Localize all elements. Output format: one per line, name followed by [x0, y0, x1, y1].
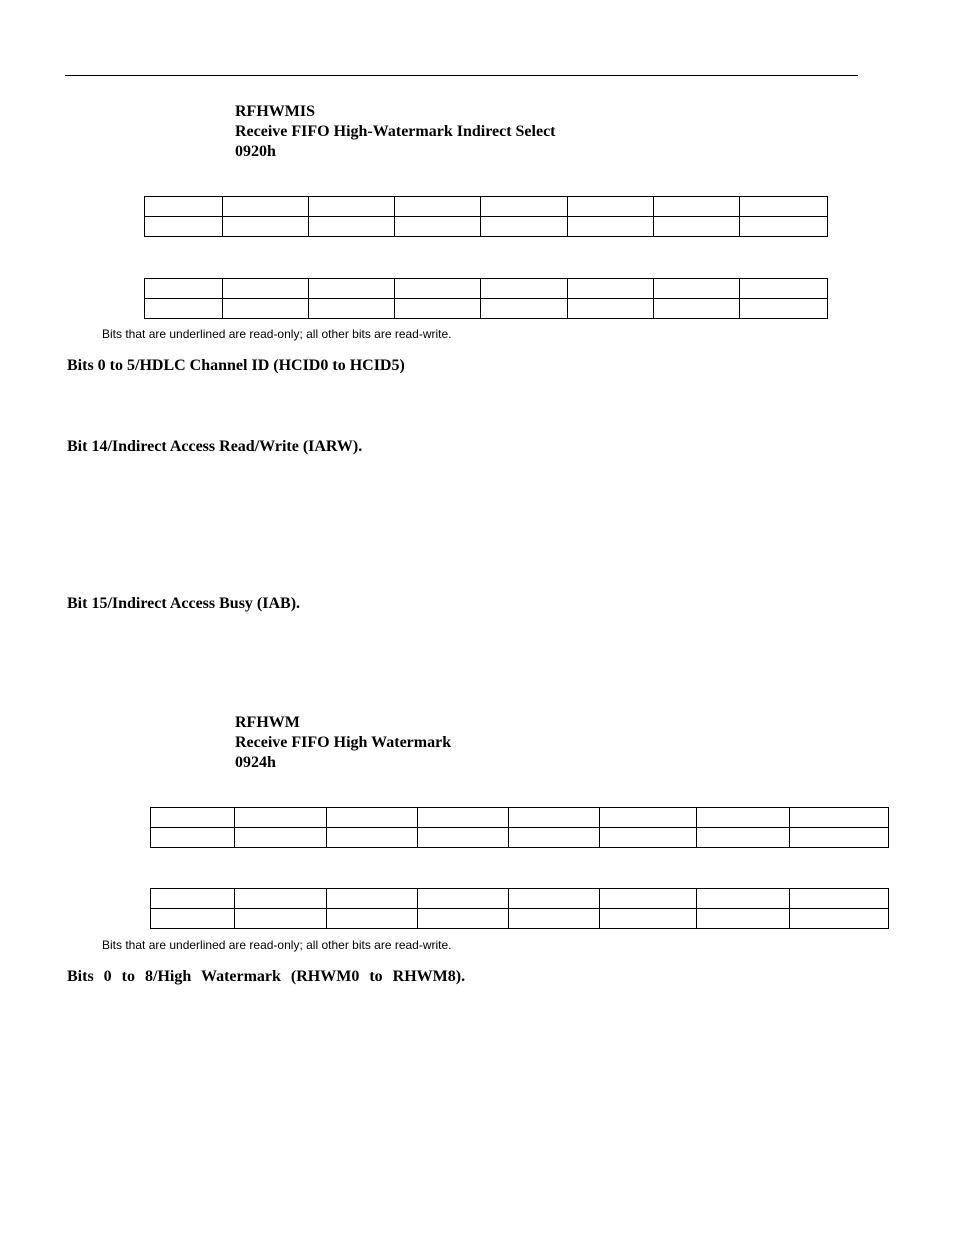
table-row	[145, 299, 828, 319]
register-description: Receive FIFO High Watermark	[235, 734, 452, 751]
table-row	[145, 217, 828, 237]
field-hcid: Bits 0 to 5/HDLC Channel ID (HCID0 to HCID5)	[67, 357, 405, 374]
bit-table-upper	[144, 196, 828, 237]
table-row	[145, 279, 828, 299]
field-iab: Bit 15/Indirect Access Busy (IAB).	[67, 595, 301, 612]
register-address: 0924h	[235, 754, 276, 771]
table-row	[151, 889, 889, 909]
register-header-rfhwm	[235, 713, 451, 773]
table-row	[151, 808, 889, 828]
bit-table-lower	[150, 888, 889, 929]
register-header-rfhwmis	[235, 102, 556, 162]
register-description: Receive FIFO High-Watermark Indirect Select	[235, 123, 556, 140]
field-iarw: Bit 14/Indirect Access Read/Write (IARW).	[67, 438, 363, 455]
table-row	[151, 828, 889, 848]
register-name: RFHWM	[235, 714, 300, 731]
register-address: 0920h	[235, 143, 276, 160]
header-rule	[65, 75, 858, 76]
readonly-note: Bits that are underlined are read-only; all other bits are read-write.	[102, 327, 452, 341]
register-name: RFHWMIS	[235, 103, 315, 120]
field-rhwm: Bits 0 to 8/High Watermark (RHWM0 to RHWM8).	[67, 968, 466, 985]
bit-table-upper	[150, 807, 889, 848]
table-row	[151, 909, 889, 929]
bit-table-lower	[144, 278, 828, 319]
table-row	[145, 197, 828, 217]
readonly-note: Bits that are underlined are read-only; all other bits are read-write.	[102, 938, 452, 952]
